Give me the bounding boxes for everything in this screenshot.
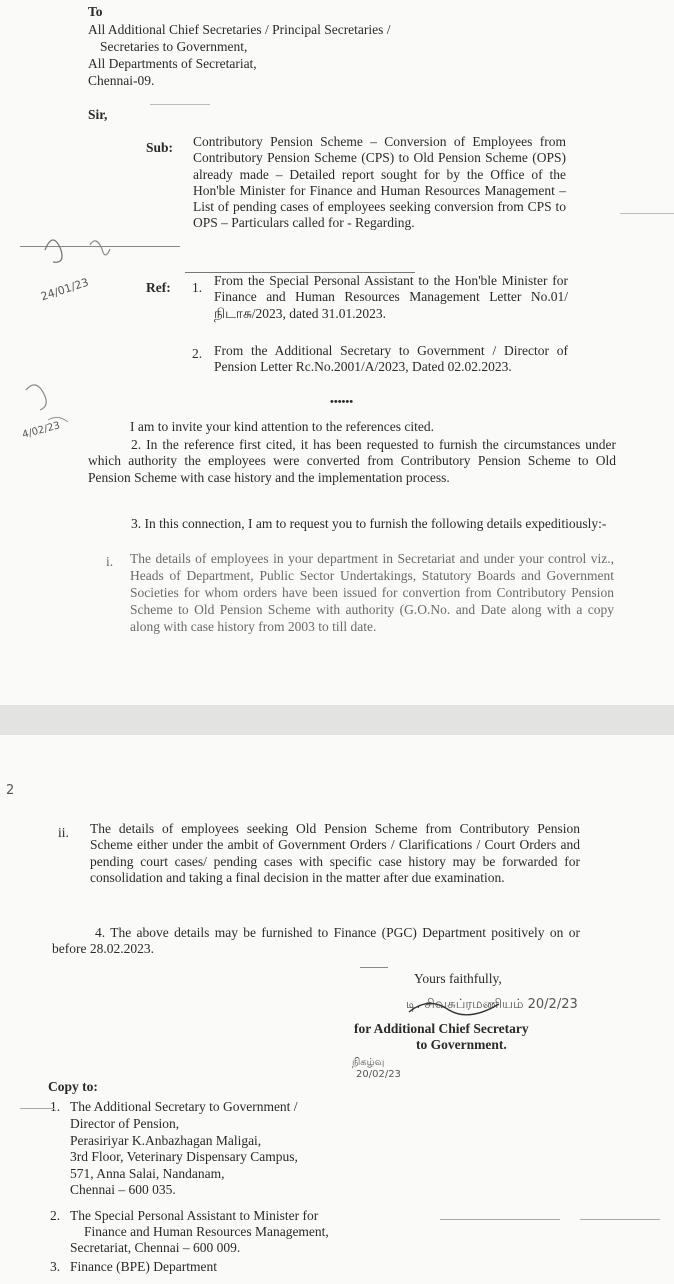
signatory-office-line-2: to Government. xyxy=(416,1037,507,1052)
copy-2-line-3: Secretariat, Chennai – 600 009. xyxy=(70,1240,241,1255)
salutation: Sir, xyxy=(88,107,108,122)
copy-2-line-2: Finance and Human Resources Management, xyxy=(84,1224,329,1239)
page-gap xyxy=(0,705,674,735)
paragraph-1: I am to invite your kind attention to the references cited. xyxy=(130,419,435,434)
copy-1-line-5: 571, Anna Salai, Nandanam, xyxy=(70,1166,225,1181)
letter-page-2 xyxy=(0,735,674,1284)
signature-handwriting: டி. சிவசுப்ரமணியம் 20/2/23 xyxy=(406,997,578,1012)
copy-1-number: 1. xyxy=(50,1099,61,1114)
addressee-line-4: Chennai-09. xyxy=(88,73,155,88)
margin-line-mark xyxy=(580,1219,660,1220)
tamil-stamp-date: 20/02/23 xyxy=(356,1069,401,1080)
margin-line-mark xyxy=(20,1108,54,1109)
margin-line-mark xyxy=(620,213,674,214)
signature-icon xyxy=(405,990,505,1020)
copy-2-number: 2. xyxy=(50,1208,61,1223)
item-i-text: The details of employees in your department in Secretariat and under your control viz., Heads of Department, Public Sector Undertakings, Statutory Boards and Government Societies for whom orders have been issued for convertion from Contributory Pension Scheme to Old Pension Scheme with authority (G.O.No. and Date along with a copy along with case history from 2003 to till date. xyxy=(130,551,614,634)
reference-2-number: 2. xyxy=(192,346,203,361)
underline-mark xyxy=(150,104,210,105)
paragraph-3: 3. In this connection, I am to request you to furnish the following details expeditiously:- xyxy=(131,516,607,531)
copy-to-label: Copy to: xyxy=(48,1079,98,1094)
copy-3-number: 3. xyxy=(50,1259,61,1274)
subject-label: Sub: xyxy=(146,140,174,155)
paragraph-4: 4. The above details may be furnished to Finance (PGC) Department positively on or before 28.02.2023. xyxy=(52,925,580,957)
copy-1-line-3: Perasiriyar K.Anbazhagan Maligai, xyxy=(70,1133,262,1148)
copy-1-line-6: Chennai – 600 035. xyxy=(70,1182,176,1197)
copy-1-line-2: Director of Pension, xyxy=(70,1116,180,1131)
margin-line-mark xyxy=(440,1219,560,1220)
addressee-line-1: All Additional Chief Secretaries / Principal Secretaries / xyxy=(88,22,391,37)
copy-3-line-1: Finance (BPE) Department xyxy=(70,1259,217,1274)
reference-2-text: From the Additional Secretary to Government / Director of Pension Letter Rc.No.2001/A/2023, Dated 02.02.2023. xyxy=(214,343,568,375)
copy-2-line-1: The Special Personal Assistant to Minister for xyxy=(70,1208,319,1223)
reference-label: Ref: xyxy=(146,280,171,295)
tamil-stamp-label: நிகழ்வு xyxy=(352,1057,385,1068)
item-i-number: i. xyxy=(106,554,114,569)
subject-text: Contributory Pension Scheme – Conversion of Employees from Contributory Pension Scheme (CPS) to Old Pension Scheme (OPS) already made – Detailed report sought for by the Office of the Hon'ble Minister for Finance and Human Resources Management – List of pending cases of employees seeking conversion from CPS to OPS – Particulars called for - Regarding. xyxy=(193,134,566,231)
margin-note-date-1: 24/01/23 xyxy=(39,275,91,304)
item-ii-text: The details of employees seeking Old Pension Scheme from Contributory Pension Scheme either under the ambit of Government Orders / Clarifications / Court Orders and pending court cases/ pending cases with specific case history may be forwarded for consolidation and taking a final decision in the matter after due examination. xyxy=(90,821,580,885)
copy-1-line-1: The Additional Secretary to Government / xyxy=(70,1099,298,1114)
separator-dots: •••••• xyxy=(330,396,354,408)
reference-1-text: From the Special Personal Assistant to the Hon'ble Minister for Finance and Human Resources Management Letter No.01/நிடாசு/2023, dated 31.01.2023. xyxy=(214,273,568,321)
addressee-line-3: All Departments of Secretariat, xyxy=(88,56,257,71)
underline-mark xyxy=(360,967,388,968)
paragraph-2: 2. In the reference first cited, it has been requested to furnish the circumstances under which authority the employees were converted from Contributory Pension Scheme to Old Pension Scheme with case history and the implementation process. xyxy=(88,437,616,485)
to-label: To xyxy=(88,4,103,19)
margin-note-date-2: 4/02/23 xyxy=(21,420,62,441)
signatory-office-line-1: for Additional Chief Secretary xyxy=(354,1021,529,1036)
page-number-note: 2 xyxy=(6,783,15,798)
closing-text: Yours faithfully, xyxy=(414,971,502,986)
reference-1-number: 1. xyxy=(192,280,203,295)
copy-1-line-4: 3rd Floor, Veterinary Dispensary Campus, xyxy=(70,1149,298,1164)
addressee-line-2: Secretaries to Government, xyxy=(100,39,248,54)
item-ii-number: ii. xyxy=(58,825,69,840)
subject-underline xyxy=(185,272,415,273)
